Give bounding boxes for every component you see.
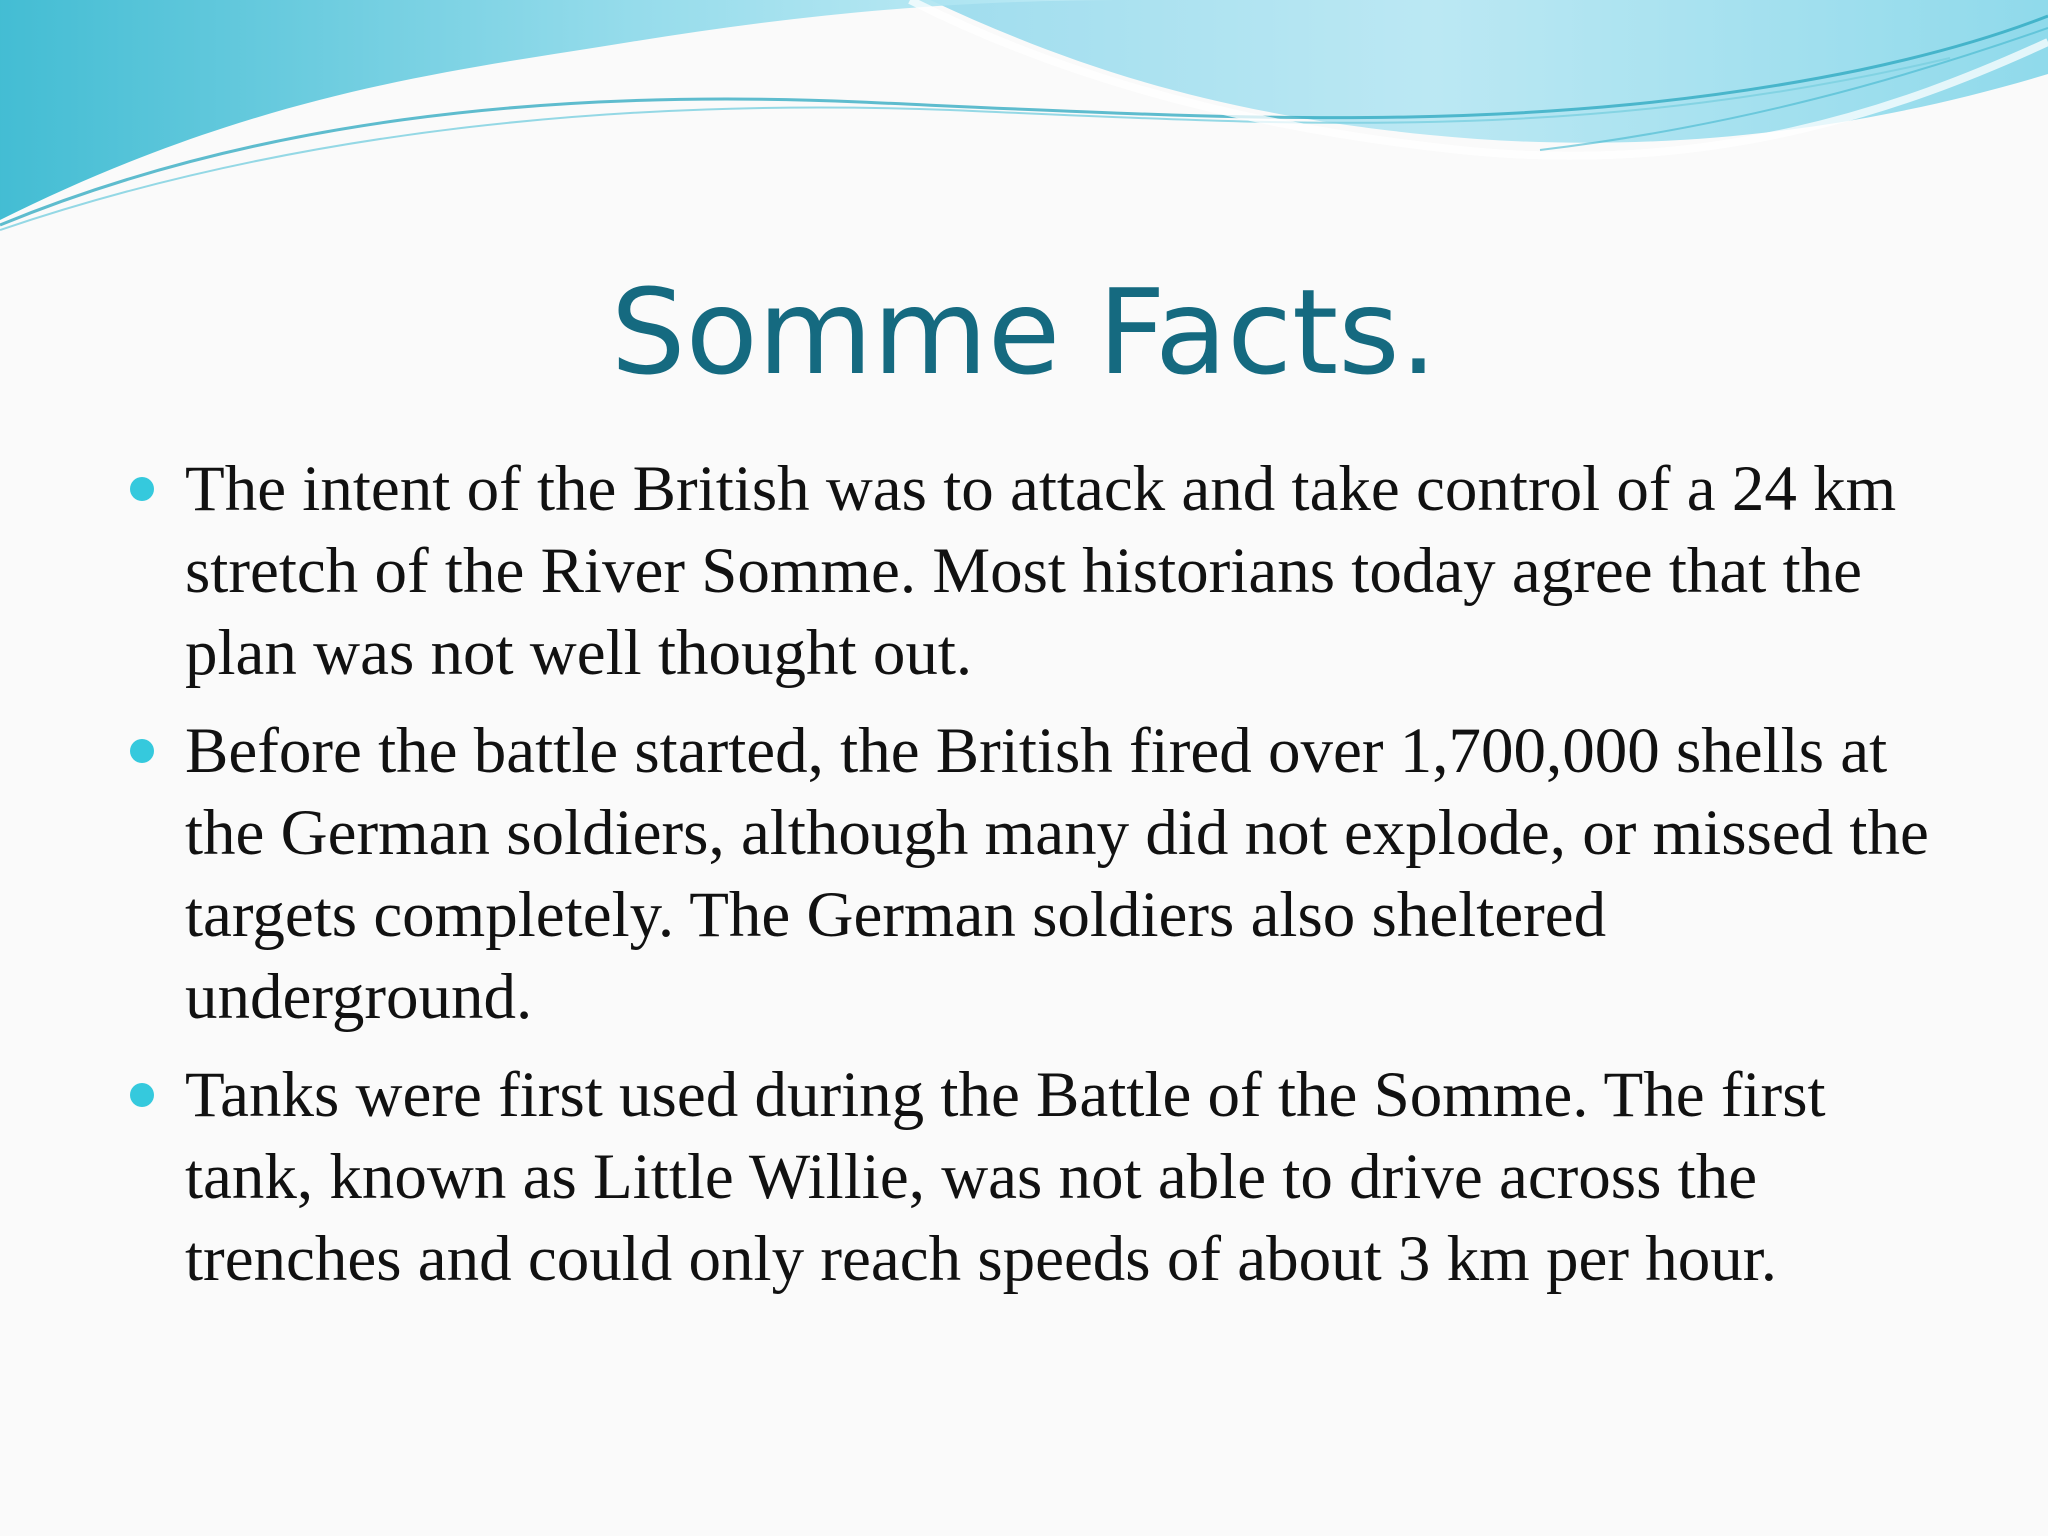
circle-bullet-icon (130, 477, 154, 501)
bullet-text: The intent of the British was to attack and take control of a 24 km stretch of the River Somme. Most historians today agree that the plan was not well thought out. (185, 453, 1897, 689)
bullet-text: Tanks were first used during the Battle of the Somme. The first tank, known as Little Willie, was not able to drive across the trenches and could only reach speeds of about 3 km per hour. (185, 1059, 1826, 1295)
circle-bullet-icon (130, 739, 154, 763)
bullet-list (130, 448, 1960, 1316)
bullet-item (130, 1054, 1960, 1300)
bullet-item (130, 448, 1960, 694)
bullet-text: Before the battle started, the British fired over 1,700,000 shells at the German soldiers, although many did not explode, or missed the targets completely. The German soldiers also sheltered underground. (185, 715, 1929, 1033)
header-wave-decoration (0, 0, 2048, 240)
circle-bullet-icon (130, 1083, 154, 1107)
bullet-item (130, 710, 1960, 1038)
slide-title: Somme Facts. (610, 263, 1438, 401)
